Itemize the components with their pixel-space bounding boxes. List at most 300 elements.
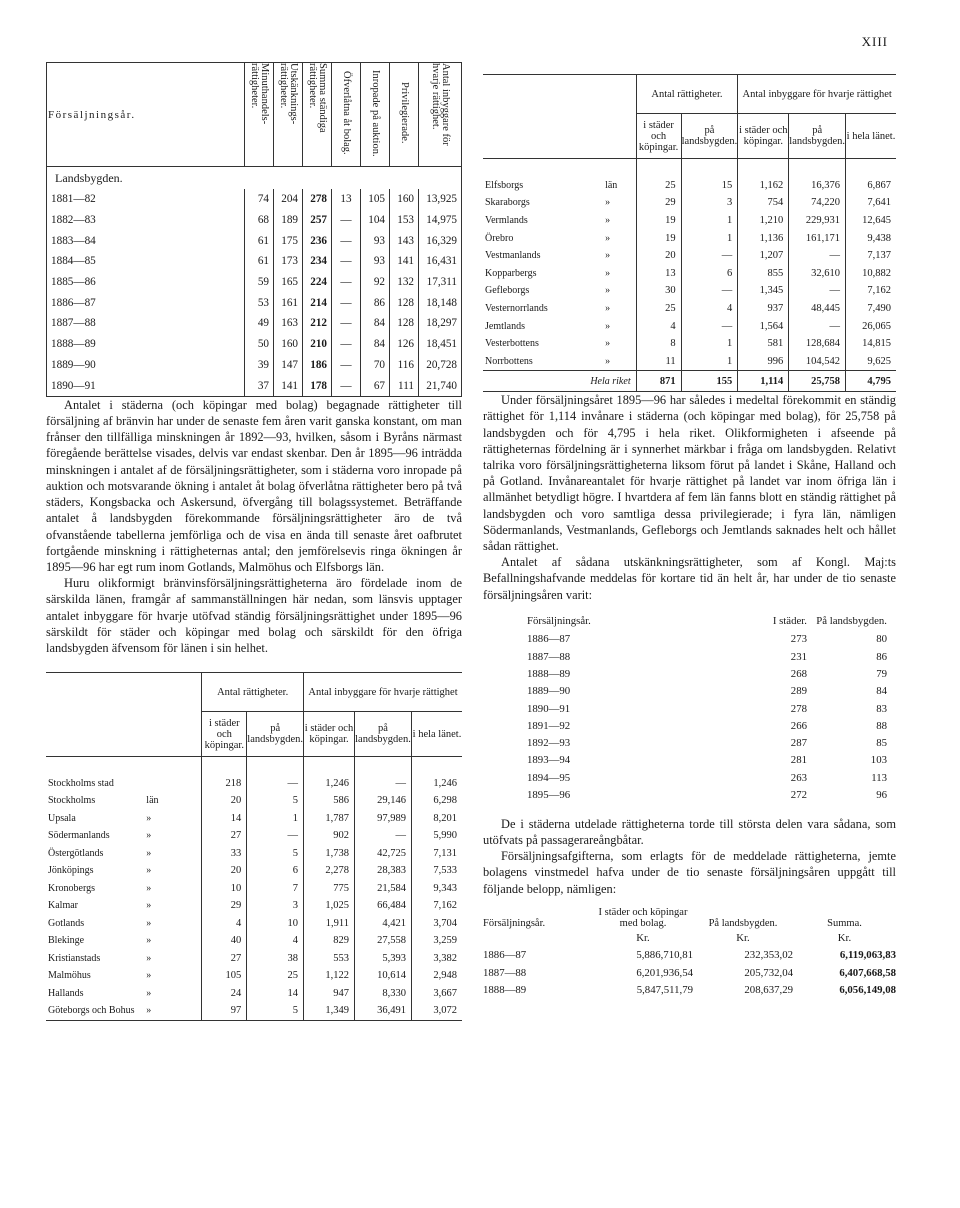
table-cell: 6,867 [846, 177, 897, 195]
table-cell: 581 [738, 335, 789, 353]
table-cell: » [605, 355, 611, 367]
table-cell: 1,162 [738, 177, 789, 195]
table-cell: 1,911 [304, 915, 355, 933]
table-cell: Stockholms [48, 795, 96, 807]
table-cell: län [146, 795, 159, 807]
table-cell: 128,684 [789, 335, 846, 353]
table-cell: 29,146 [355, 792, 412, 810]
table-cell: » [146, 1005, 152, 1017]
table-cell: — [332, 334, 361, 355]
table-cell: 16,376 [789, 177, 846, 195]
table-cell: 273 [790, 633, 807, 646]
table-cell: 7 [247, 880, 304, 898]
table-cell: 19 [636, 212, 681, 230]
table-cell: 1895—96 [527, 789, 571, 802]
table-cell: 20,728 [419, 355, 462, 376]
table-cell: » [605, 303, 611, 315]
table-cell: 6,119,063,83 [839, 949, 896, 961]
table-cell: — [332, 355, 361, 376]
table-cell: 268 [790, 668, 807, 680]
table-row [527, 735, 887, 752]
table-cell: 1,787 [304, 810, 355, 828]
table-cell: 21,740 [419, 375, 462, 396]
table-cell: 5 [247, 845, 304, 863]
table-cell: 18,451 [419, 334, 462, 355]
table-row [483, 229, 896, 247]
table-cell: 8,201 [412, 810, 463, 828]
col-head: I städer. [772, 614, 807, 627]
table-row [483, 317, 896, 335]
table-cell: 5,847,511,79 [636, 984, 693, 996]
table-cell: 829 [304, 932, 355, 950]
table-cell: 232,353,02 [744, 949, 793, 961]
table-cell: 272 [790, 789, 807, 802]
table-cell: 186 [303, 355, 332, 376]
table-cell: 4 [681, 300, 738, 318]
table-cell: 141 [274, 375, 303, 396]
table-cell: — [332, 272, 361, 293]
table-cell: 161 [274, 292, 303, 313]
table-cell: 1 [681, 212, 738, 230]
table-cell: 143 [390, 230, 419, 251]
col-head-summa: Summa ständiga rättigheter. [307, 63, 328, 133]
unit-label: Kr. [837, 931, 852, 944]
table-cell: län [605, 179, 618, 191]
table-cell: 79 [876, 668, 887, 680]
table-cell: 4,421 [355, 915, 412, 933]
table-cell: » [605, 285, 611, 297]
table-cell: — [789, 247, 846, 265]
table-cell: 257 [303, 210, 332, 231]
table-row [46, 985, 462, 1003]
table-cell: 18,148 [419, 292, 462, 313]
table-cell: 92 [361, 272, 390, 293]
table-cell: Kristianstads [48, 952, 101, 964]
table-row [46, 792, 462, 810]
table-cell: 1 [681, 335, 738, 353]
table-cell: — [355, 775, 412, 793]
col-head: i städer och köpingar. [636, 114, 681, 159]
table-row [47, 272, 462, 293]
table-cell: 7,162 [412, 897, 463, 915]
table-cell: 1884—85 [47, 251, 245, 272]
table-row [47, 313, 462, 334]
table-row [483, 265, 896, 283]
table-cell: 84 [361, 313, 390, 334]
table-cell: 5 [247, 792, 304, 810]
table-cell: 19 [636, 229, 681, 247]
table-row [483, 946, 896, 964]
table-cell: Gefleborgs [485, 285, 530, 297]
col-head-minuthandel: Minuthandels-rättigheter. [249, 63, 270, 125]
table-cell: 84 [361, 334, 390, 355]
table-row [483, 247, 896, 265]
table-cell: 116 [390, 355, 419, 376]
table-cell: — [332, 292, 361, 313]
table-cell: 1886—87 [527, 633, 571, 646]
table-row [46, 827, 462, 845]
table-cell: 7,137 [846, 247, 897, 265]
table-cell: 26,065 [846, 317, 897, 335]
table-cell: 96 [876, 789, 887, 802]
table-cell: 30 [636, 282, 681, 300]
table-cell: 83 [876, 702, 887, 715]
table-row [46, 1002, 462, 1020]
table-cell: 88 [876, 719, 887, 732]
group-head-inbyggare: Antal inbyggare för hvarje rättighet [304, 673, 463, 712]
table-cell: 42,725 [355, 845, 412, 863]
table-cell: 1883—84 [47, 230, 245, 251]
table-cell: 61 [245, 230, 274, 251]
table-cell: 9,625 [846, 353, 897, 371]
table-cell: — [681, 317, 738, 335]
table-cell: » [146, 830, 152, 842]
table-cell: Göteborgs och Bohus [48, 1005, 135, 1017]
table-cell: 103 [870, 754, 887, 767]
table-cell: 27 [202, 950, 247, 968]
table-cell: 1885—86 [47, 272, 245, 293]
table-cell: 204 [274, 189, 303, 210]
paragraph: De i städerna utdelade rättigheterna torde till största delen vara sådana, som utöfvats på passagerareångbåtar. [483, 816, 896, 847]
table-row [483, 212, 896, 230]
table-cell: 855 [738, 265, 789, 283]
table-row [47, 210, 462, 231]
col-head: Försäljningsår. [483, 917, 546, 929]
table-cell: Vestmanlands [485, 250, 541, 262]
table-cell: 7,533 [412, 862, 463, 880]
table-cell: » [605, 232, 611, 244]
table-cell: 84 [876, 685, 887, 698]
table-cell: 24 [202, 985, 247, 1003]
table-cell: 178 [303, 375, 332, 396]
table-cell: 2,278 [304, 862, 355, 880]
cell: 871 [636, 371, 681, 392]
table-cell: 287 [790, 737, 807, 750]
col-head: På landsbygden. [816, 614, 887, 627]
table-cell: 93 [361, 251, 390, 272]
table-cell: 15 [681, 177, 738, 195]
table-row [483, 282, 896, 300]
table-cell: 29 [202, 897, 247, 915]
col-head-year: Försäljningsår. [47, 63, 245, 167]
table-cell: 996 [738, 353, 789, 371]
table-row [47, 375, 462, 396]
table-cell: 281 [790, 754, 807, 767]
table-row [483, 981, 896, 999]
table-header [47, 63, 462, 167]
table-cell: 231 [790, 650, 807, 663]
table-cell: 17,311 [419, 272, 462, 293]
table-row [527, 717, 887, 734]
table-cell: 1891—92 [527, 719, 571, 732]
table-cell: 1887—88 [483, 966, 527, 979]
col-head-auktion: Inropade på auktion. [370, 69, 381, 157]
table-cell: Stockholms stad [48, 777, 114, 789]
table-cell: 67 [361, 375, 390, 396]
cell: 25,758 [789, 371, 846, 392]
table-cell: 12,645 [846, 212, 897, 230]
table-cell: 97,989 [355, 810, 412, 828]
table-cell: 1890—91 [47, 375, 245, 396]
table-cell: 28,383 [355, 862, 412, 880]
table-cell: » [146, 970, 152, 982]
table-cell: Kalmar [48, 900, 78, 912]
col-head: i hela länet. [846, 114, 897, 159]
right-column [483, 74, 896, 999]
table-row [527, 665, 887, 682]
table-cell: 33 [202, 845, 247, 863]
table-cell: 97 [202, 1002, 247, 1020]
table-cell: 53 [245, 292, 274, 313]
table-cell: 1887—88 [47, 313, 245, 334]
table-row [527, 631, 887, 648]
table-cell: 7,162 [846, 282, 897, 300]
col-head-inbyggare: Antal inbyggare för hvarje rättighet. [430, 63, 451, 146]
table-row [47, 355, 462, 376]
col-head: på landsbygden. [681, 114, 738, 159]
table-cell: 147 [274, 355, 303, 376]
table-cell: 8 [636, 335, 681, 353]
table-cell: 13,925 [419, 189, 462, 210]
table-cell: 113 [871, 771, 887, 784]
table-cell: 128 [390, 313, 419, 334]
table-cell: Blekinge [48, 935, 85, 947]
table-cell: 25 [247, 967, 304, 985]
table-cell: 189 [274, 210, 303, 231]
table-cell: 27 [202, 827, 247, 845]
col-head-privilegierade: Privilegierade. [399, 82, 410, 144]
table-cell: — [789, 317, 846, 335]
table-cell: — [681, 247, 738, 265]
table-cell: 32,610 [789, 265, 846, 283]
table-cell: 173 [274, 251, 303, 272]
table-row [527, 648, 887, 665]
table-cell: 111 [390, 375, 419, 396]
table-cell: 5,393 [355, 950, 412, 968]
table-row [46, 862, 462, 880]
table-cell: 1,025 [304, 897, 355, 915]
table-cell: 6,407,668,58 [839, 966, 896, 979]
table-cell: 6 [247, 862, 304, 880]
col-head-utskankning: Utskänknings-rättigheter. [278, 63, 299, 125]
table-cell: 16,431 [419, 251, 462, 272]
table-cell: 59 [245, 272, 274, 293]
table-cell: 1882—83 [47, 210, 245, 231]
table-cell: 165 [274, 272, 303, 293]
table-cell: 3 [247, 897, 304, 915]
table-row [46, 932, 462, 950]
total-row [483, 371, 896, 392]
cell: 155 [681, 371, 738, 392]
table-cell: 21,584 [355, 880, 412, 898]
table-cell: 1881—82 [47, 189, 245, 210]
table-cell: 14,815 [846, 335, 897, 353]
table-cell: 161,171 [789, 229, 846, 247]
col-head: i städer och köpingar. [202, 712, 247, 757]
section-title: Landsbygden. [47, 167, 462, 190]
table-cell: 16,329 [419, 230, 462, 251]
table-cell: Hallands [48, 987, 84, 999]
table-cell: Malmöhus [48, 970, 91, 982]
table-cell: 6,056,149,08 [839, 984, 896, 996]
table-cell: 1,122 [304, 967, 355, 985]
table-row [483, 300, 896, 318]
landsbygden-table [46, 62, 462, 397]
table-cell: 263 [790, 771, 807, 784]
table-row [527, 769, 887, 786]
table-cell: Norrbottens [485, 355, 533, 367]
table-cell: 6 [681, 265, 738, 283]
table-row [483, 177, 896, 195]
fees-table [483, 907, 896, 999]
table-cell: » [605, 267, 611, 279]
table-cell: 126 [390, 334, 419, 355]
table-row [46, 950, 462, 968]
table-cell: 38 [247, 950, 304, 968]
table-cell: 1886—87 [483, 949, 527, 961]
table-cell: 27,558 [355, 932, 412, 950]
table-cell: 86 [361, 292, 390, 313]
table-row [483, 335, 896, 353]
table-cell: 1,246 [412, 775, 463, 793]
table-cell: Södermanlands [48, 830, 110, 842]
total-label: Hela riket [483, 371, 636, 392]
table-cell: 105 [361, 189, 390, 210]
table-cell: 14 [202, 810, 247, 828]
table-row [527, 786, 887, 803]
col-head: på landsbygden. [355, 712, 412, 757]
table-cell: » [605, 320, 611, 332]
paragraph: Antalet i städerna (och köpingar med bolag) begagnade rättigheter till försäljning af bränvin har under de senaste fem åren varit ganska konstant, om man frånser den tillfälliga minskningen år 1892—93, hvilken, såsom i Byråns närmast föregående berättelse visades, delvis var endast skenbar. Den år 1895—96 inträdda minskningen i antalet af de försäljningsrättigheter, som i städerna voro inropade på auktion och motsvarande ökning i antalet åt bolag öfverlåtna rättigheter bero på två städers, Kongsbacka och Askersund, öfvergång till bolagssystemet. Beträffande antalet å landsbygden förekommande försäljningsrättigheter äro de två ofvanstående tabellerna jemförliga och de visa en ända till senaste året oafbrutet fortgående minskning i rättigheternas antal; den jemförelsevis ringa ökningen år 1895—96 har egt rum inom Gotlands, Malmöhus och Elfsborgs län. [46, 397, 462, 574]
table-cell: 49 [245, 313, 274, 334]
table-cell: 29 [636, 194, 681, 212]
table-cell: 25 [636, 177, 681, 195]
table-cell: 14 [247, 985, 304, 1003]
table-row [527, 700, 887, 717]
table-cell: — [789, 282, 846, 300]
table-cell: 6,201,936,54 [636, 966, 693, 979]
table-cell: 128 [390, 292, 419, 313]
table-cell: 3,259 [412, 932, 463, 950]
table-cell: 9,343 [412, 880, 463, 898]
table-row [47, 251, 462, 272]
table-cell: 7,490 [846, 300, 897, 318]
table-cell: 10 [202, 880, 247, 898]
lan-table-2 [483, 74, 896, 392]
table-row [47, 334, 462, 355]
table-cell: 234 [303, 251, 332, 272]
table-cell: — [332, 210, 361, 231]
col-head: Summa. [827, 917, 862, 929]
table-cell: 153 [390, 210, 419, 231]
table-cell: 160 [274, 334, 303, 355]
table-cell: » [605, 338, 611, 350]
table-cell: 85 [876, 737, 887, 750]
table-cell: » [605, 197, 611, 209]
table-row [483, 194, 896, 212]
table-cell: 20 [202, 862, 247, 880]
table-row [483, 964, 896, 982]
table-cell: 7,131 [412, 845, 463, 863]
table-cell: » [146, 847, 152, 859]
col-head: Försäljningsår. [527, 614, 591, 627]
table-cell: 1886—87 [47, 292, 245, 313]
table-cell: 3,704 [412, 915, 463, 933]
group-head-rattigheter: Antal rättigheter. [636, 75, 738, 114]
table-row [527, 683, 887, 700]
table-cell: 1894—95 [527, 771, 571, 784]
table-cell: 50 [245, 334, 274, 355]
col-head: I städer och köpingar med bolag. [598, 906, 688, 929]
table-cell: 2,948 [412, 967, 463, 985]
table-cell: 1893—94 [527, 754, 571, 767]
table-cell: 70 [361, 355, 390, 376]
table-cell: — [332, 313, 361, 334]
table-cell: 5,886,710,81 [636, 949, 693, 961]
table-cell: 93 [361, 230, 390, 251]
table-cell: 20 [202, 792, 247, 810]
table-cell: 266 [790, 719, 807, 732]
table-cell: 1890—91 [527, 702, 571, 715]
table-cell: 10,882 [846, 265, 897, 283]
table-cell: 1,349 [304, 1002, 355, 1020]
table-row [47, 230, 462, 251]
table-row [46, 845, 462, 863]
table-cell: Östergötlands [48, 847, 104, 859]
table-cell: 105 [202, 967, 247, 985]
cell: 1,114 [738, 371, 789, 392]
cell: 4,795 [846, 371, 897, 392]
table-cell: 212 [303, 313, 332, 334]
table-cell: 20 [636, 247, 681, 265]
table-cell: 25 [636, 300, 681, 318]
table-cell: 48,445 [789, 300, 846, 318]
table-row [46, 897, 462, 915]
table-cell: 218 [202, 775, 247, 793]
table-cell: — [355, 827, 412, 845]
table-cell: 1889—90 [47, 355, 245, 376]
table-cell: 5 [247, 1002, 304, 1020]
table-cell: 68 [245, 210, 274, 231]
col-head: i städer och köpingar. [738, 114, 789, 159]
table-cell: 8,330 [355, 985, 412, 1003]
col-head-bolag: Öfverlåtna åt bolag. [341, 71, 352, 155]
table-cell: 74,220 [789, 194, 846, 212]
paragraph: Under försäljningsåret 1895—96 har således i medeltal förekommit en ständig rättighet för 1,114 invånare i städerna (och köpingar med bolag), för 25,758 på landsbygden och för 4,795 i hela riket. Olikformigheten i afseende på rättigheternas fördelning är i synnerhet märkbar i fråga om landsbygden. Relativt talrika voro försäljningsrättigheterna liksom förut på landet i Skåne, Halland och på Gotland. Invånareantalet för hvarje rättighet på landet var inom öfriga län i allmänhet betydligt högre. I hvartdera af fem län fanns blott en ständig rättighet på landsbygden och voro samtliga dessa privilegierade; i fyra län, nämligen Södermanlands, Vestmanlands, Gefleborgs och Jemtlands saknades helt och hållet sådan rättighet. [483, 393, 896, 553]
group-head-inbyggare: Antal inbyggare för hvarje rättighet [738, 75, 896, 114]
table-cell: 74 [245, 189, 274, 210]
table-cell: 4 [636, 317, 681, 335]
table-cell: » [146, 865, 152, 877]
table-cell: 224 [303, 272, 332, 293]
table-row [46, 775, 462, 793]
table-cell: » [605, 250, 611, 262]
table-cell: 18,297 [419, 313, 462, 334]
table-cell: 132 [390, 272, 419, 293]
table-cell: 586 [304, 792, 355, 810]
table-cell: 3 [681, 194, 738, 212]
table-cell: 61 [245, 251, 274, 272]
table-cell: » [146, 987, 152, 999]
table-cell: Elfsborgs [485, 179, 524, 191]
table-cell [146, 775, 202, 793]
table-cell: 775 [304, 880, 355, 898]
table-cell: 947 [304, 985, 355, 1003]
table-cell: 229,931 [789, 212, 846, 230]
table-cell: 1 [681, 229, 738, 247]
table-cell: Vesternorrlands [485, 303, 548, 315]
table-cell: » [146, 812, 152, 824]
